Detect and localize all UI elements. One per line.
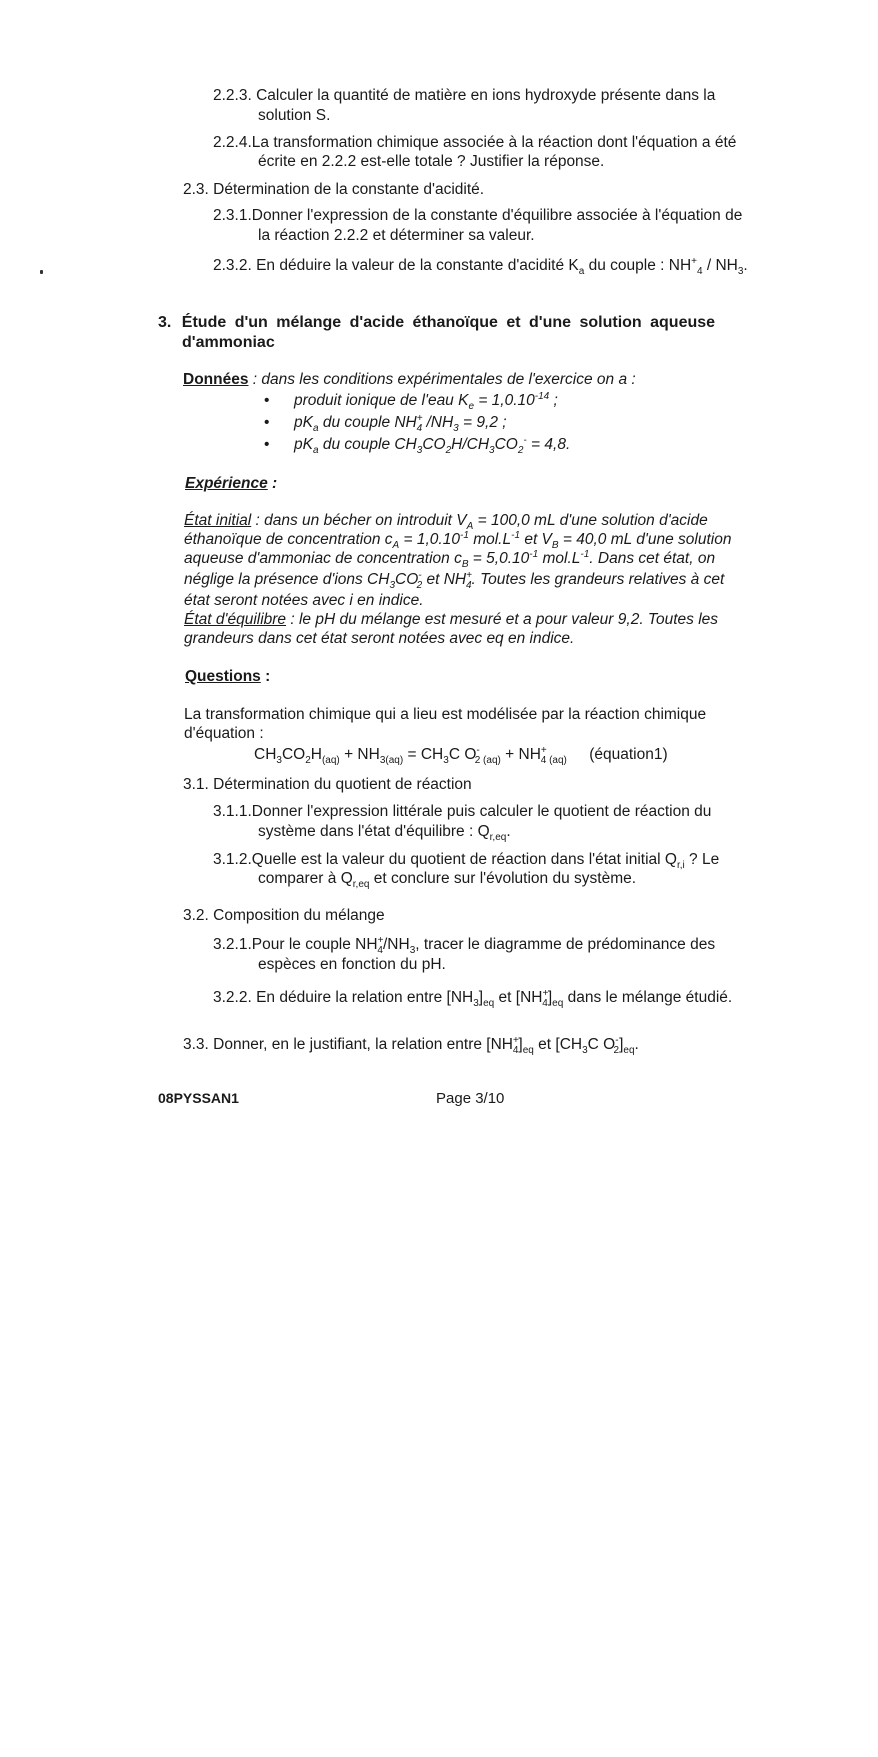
question-3-2-2 — [213, 987, 733, 1010]
text: = 9,2 ; — [458, 414, 507, 431]
question-number: 3.1.1. — [213, 803, 252, 820]
superscript: + — [542, 987, 549, 999]
text: + NH — [500, 746, 541, 763]
subscript: 3 — [582, 1045, 588, 1057]
superscript: -1 — [511, 529, 521, 541]
question-3-1-1 — [213, 802, 711, 821]
subscript: 2 — [416, 580, 423, 592]
section-title: Détermination de la constante d'acidité. — [213, 181, 485, 198]
etat-initial-label: État initial — [184, 512, 252, 529]
section-3-1 — [183, 775, 472, 794]
donnee-bullet-1 — [264, 390, 558, 413]
subscript: eq — [623, 1045, 635, 1057]
text: . Dans cet état, on — [589, 550, 716, 567]
subscript: 4 — [377, 945, 383, 957]
text: mol.L — [468, 531, 512, 548]
text: et [CH — [533, 1036, 583, 1053]
question-text-line1: Donner l'expression littérale puis calculer le quotient de réaction du — [251, 803, 712, 820]
text: . — [634, 1036, 639, 1053]
subscript: (aq) — [321, 755, 340, 767]
subscript: 3 — [409, 945, 416, 957]
text: CH — [254, 746, 277, 763]
text: /NH — [382, 936, 410, 953]
question-3-1-1-line2 — [258, 822, 511, 844]
subscript: 3 — [453, 423, 459, 435]
text: dans le mélange étudié. — [563, 989, 733, 1006]
subscript: A — [392, 540, 400, 552]
text: pK — [294, 414, 313, 431]
text: système dans l'état d'équilibre : Q — [258, 823, 490, 840]
subscript: 3 — [276, 755, 282, 767]
text: , tracer le diagramme de prédominance des — [415, 936, 716, 953]
subscript: 3 — [416, 445, 423, 457]
text: CO — [281, 746, 306, 763]
text: mol.L — [538, 550, 581, 567]
donnees-label: Données — [183, 371, 249, 388]
etat-equilibre-line2: grandeurs dans cet état seront notées avec eq en indice. — [184, 630, 575, 647]
text: = 4,8. — [526, 436, 571, 453]
text: En déduire la relation entre [NH — [256, 989, 474, 1006]
text: comparer à Q — [258, 870, 353, 887]
text: ] — [518, 1036, 523, 1053]
subscript: 3 — [389, 580, 396, 592]
question-2-2-3-line2: solution S. — [258, 107, 331, 124]
subscript: 3 — [737, 266, 744, 278]
section-3-heading — [158, 313, 783, 332]
text: Quelle est la valeur du quotient de réaction dans l'état initial Q — [251, 851, 677, 868]
text: En déduire la valeur de la constante d'acidité K — [256, 257, 579, 274]
text: C O — [448, 746, 477, 763]
footer-code: 08PYSSAN1 — [158, 1090, 239, 1106]
text: H — [310, 746, 322, 763]
subscript: 4 — [696, 266, 703, 278]
question-number: 3.2.1. — [213, 936, 252, 953]
footer-page-number: Page 3/10 — [436, 1090, 505, 1107]
section-number: 3.2. — [183, 907, 209, 924]
etat-initial-line4 — [184, 569, 725, 592]
equation-label: (équation1) — [589, 746, 668, 763]
text: Pour le couple NH — [251, 936, 378, 953]
text: CO — [494, 436, 518, 453]
text: = 40,0 mL d'une solution — [558, 531, 732, 548]
question-2-3-1-line2: la réaction 2.2.2 et déterminer sa valeur. — [258, 227, 535, 244]
section-title-line1: Étude d'un mélange d'acide éthanoïque et d'une solution aqueuse — [181, 314, 716, 331]
question-number: 2.3.1. — [213, 207, 252, 224]
text: néglige la présence d'ions CH — [184, 571, 390, 588]
questions-heading — [185, 667, 270, 686]
reaction-equation — [254, 744, 668, 767]
donnee-bullet-3 — [264, 434, 571, 457]
donnee-bullet-2 — [264, 412, 507, 435]
donnees-text: : dans les conditions expérimentales de l'exercice on a : — [248, 371, 636, 388]
subscript: r,i — [676, 860, 685, 872]
subscript: e — [468, 401, 475, 413]
question-2-3-1 — [213, 206, 783, 225]
text: CO — [422, 436, 446, 453]
question-3-1-2 — [213, 850, 720, 872]
subscript: (aq) — [546, 755, 567, 767]
text: pK — [294, 436, 313, 453]
question-2-3-2 — [213, 255, 748, 278]
subscript: 3(aq) — [379, 755, 404, 767]
question-text-line1: Calculer la quantité de matière en ions hydroxyde présente dans la — [256, 87, 716, 104]
section-number: 2.3. — [183, 181, 209, 198]
text: = 5,0.10 — [468, 550, 530, 567]
questions-label: Questions — [185, 668, 261, 685]
superscript: - — [476, 744, 480, 756]
subscript: 4 — [416, 423, 423, 435]
section-3-heading-line2: d'ammoniac — [182, 334, 275, 351]
text: : — [260, 668, 271, 685]
text: aqueuse d'ammoniac de concentration c — [184, 550, 462, 567]
text: : — [267, 475, 278, 492]
donnees-intro — [183, 370, 636, 389]
subscript: 4 — [512, 1045, 519, 1057]
question-number: 3.2.2. — [213, 989, 252, 1006]
text: CO — [395, 571, 419, 588]
question-2-2-4-line2: écrite en 2.2.2 est-elle totale ? Justifier la réponse. — [258, 153, 605, 170]
subscript: 3 — [473, 998, 479, 1010]
question-3-2-1 — [213, 934, 716, 957]
text: et NH — [422, 571, 467, 588]
text: Donner, en le justifiant, la relation entre [NH — [213, 1036, 513, 1053]
superscript: + — [691, 255, 697, 267]
subscript: a — [312, 445, 319, 457]
text: ; — [549, 392, 558, 409]
superscript: -1 — [459, 529, 469, 541]
text: et [NH — [494, 989, 543, 1006]
subscript: 4 — [540, 755, 547, 767]
subscript: (aq) — [480, 755, 501, 767]
section-title: Composition du mélange — [213, 907, 385, 924]
subscript: 2 — [474, 755, 481, 767]
question-number: 3.3. — [183, 1036, 209, 1053]
question-text-line1: La transformation chimique associée à la réaction dont l'équation a été — [251, 134, 737, 151]
question-2-2-4 — [213, 133, 783, 152]
text: C O — [587, 1036, 616, 1053]
question-number: 2.2.3. — [213, 87, 252, 104]
superscript: -1 — [529, 548, 539, 560]
subscript: B — [461, 559, 469, 571]
text: : dans un bécher on introduit V — [251, 512, 467, 529]
subscript: B — [551, 540, 559, 552]
section-2-3 — [183, 180, 484, 199]
superscript: + — [416, 412, 423, 424]
question-3-2-1-line2: espèces en fonction du pH. — [258, 956, 446, 973]
section-number: 3.1. — [183, 776, 209, 793]
etat-initial-line5: état seront notées avec i en indice. — [184, 592, 424, 609]
subscript: 3 — [443, 755, 449, 767]
question-number: 2.2.4. — [213, 134, 252, 151]
intro-question-line1: La transformation chimique qui a lieu est modélisée par la réaction chimique — [184, 706, 707, 723]
subscript: 2 — [305, 755, 311, 767]
text: /NH — [422, 414, 454, 431]
text: = 100,0 mL d'une solution d'acide — [473, 512, 708, 529]
bullet-icon: • — [264, 436, 270, 453]
subscript: a — [312, 423, 319, 435]
experience-label: Expérience — [185, 475, 268, 492]
subscript: A — [466, 521, 474, 533]
subscript: 2 — [517, 445, 524, 457]
subscript: eq — [522, 1045, 534, 1057]
bullet-icon: • — [264, 392, 270, 409]
superscript: -1 — [580, 548, 590, 560]
section-title: Détermination du quotient de réaction — [213, 776, 472, 793]
text: + NH — [339, 746, 380, 763]
section-3-2 — [183, 906, 385, 925]
subscript: r,eq — [489, 832, 507, 844]
section-number: 3. — [158, 314, 172, 331]
text: . Toutes les grandeurs relatives à cet — [471, 571, 725, 588]
superscript: - — [615, 1034, 619, 1046]
question-text-line1: Donner l'expression de la constante d'équilibre associée à l'équation de — [251, 207, 743, 224]
superscript: + — [466, 569, 472, 581]
etat-initial-line1 — [184, 511, 784, 533]
question-number: 3.1.2. — [213, 851, 252, 868]
question-3-3 — [183, 1034, 639, 1057]
text: éthanoïque de concentration c — [184, 531, 393, 548]
text: / NH — [702, 257, 738, 274]
text: = CH — [403, 746, 444, 763]
text: ] — [478, 989, 484, 1006]
text: ] — [547, 989, 553, 1006]
text: H/CH — [451, 436, 490, 453]
bullet-icon: • — [264, 414, 270, 431]
etat-initial-line3 — [184, 548, 716, 571]
text: = 1,0.10 — [399, 531, 460, 548]
subscript: 2 — [445, 445, 452, 457]
text: = 1,0.10 — [474, 392, 535, 409]
text: ] — [619, 1036, 624, 1053]
text: . — [743, 257, 748, 274]
etat-equilibre-label: État d'équilibre — [184, 611, 287, 628]
question-3-1-2-line2 — [258, 869, 637, 891]
subscript: 2 — [613, 1045, 620, 1057]
text: produit ionique de l'eau K — [294, 392, 469, 409]
subscript: 4 — [465, 580, 472, 592]
question-2-2-3 — [213, 86, 783, 105]
superscript: + — [377, 934, 384, 946]
experience-heading — [185, 474, 277, 493]
text: . — [506, 823, 511, 840]
subscript: eq — [483, 998, 495, 1010]
question-number: 2.3.2. — [213, 257, 252, 274]
superscript: - — [418, 569, 422, 581]
etat-equilibre-line1 — [184, 610, 718, 629]
text: du couple CH — [318, 436, 417, 453]
superscript: + — [540, 744, 547, 756]
text: du couple : NH — [584, 257, 692, 274]
text: : le pH du mélange est mesuré et a pour valeur 9,2. Toutes les — [286, 611, 719, 628]
subscript: a — [578, 266, 585, 278]
text: du couple NH — [318, 414, 417, 431]
subscript: eq — [552, 998, 564, 1010]
superscript: + — [513, 1034, 519, 1046]
etat-initial-line2 — [184, 529, 732, 552]
subscript: 4 — [542, 998, 548, 1010]
scan-speck — [40, 270, 43, 274]
text: ? Le — [684, 851, 720, 868]
superscript: -14 — [534, 390, 550, 402]
subscript: 3 — [489, 445, 495, 457]
superscript: - — [523, 434, 527, 446]
text: et V — [520, 531, 552, 548]
text: et conclure sur l'évolution du système. — [369, 870, 637, 887]
intro-question-line2: d'équation : — [184, 725, 264, 742]
subscript: r,eq — [352, 879, 370, 891]
